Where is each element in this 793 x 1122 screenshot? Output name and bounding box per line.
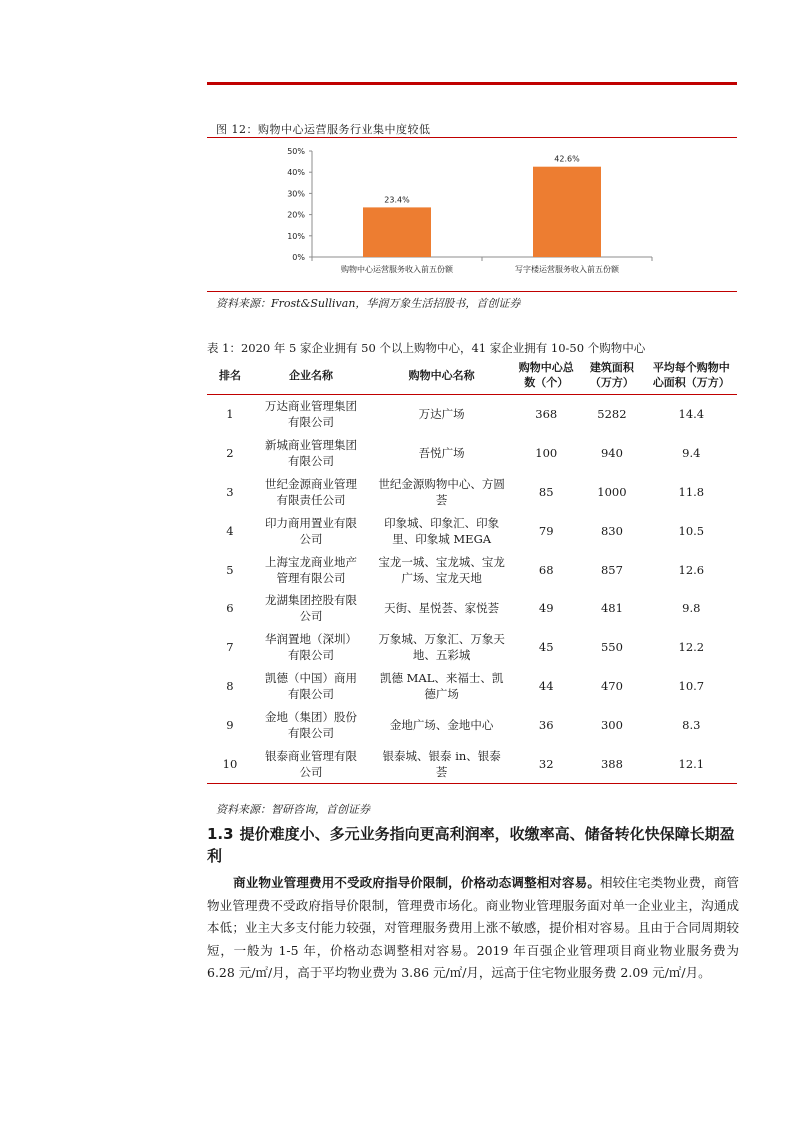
bar-value-label: 42.6% [554, 154, 580, 164]
table-row [207, 744, 737, 783]
cell-area: 1000 [597, 484, 627, 499]
cell-rank: 4 [226, 523, 234, 538]
figure-title: 图 12：购物中心运营服务行业集中度较低 [216, 123, 431, 136]
shopping-mall-table [207, 356, 737, 784]
paragraph-lead: 商业物业管理费用不受政府指导价限制，价格动态调整相对容易。 [233, 875, 600, 890]
cell-company: 华润置地（深圳）有限公司 [265, 632, 357, 663]
section-heading [207, 823, 742, 867]
table-row [207, 550, 737, 589]
cell-mall: 吾悦广场 [418, 446, 465, 461]
cell-rank: 6 [226, 601, 234, 616]
table-row [207, 395, 737, 434]
cell-count: 68 [538, 562, 554, 577]
cell-area: 830 [600, 523, 623, 538]
x-category-label: 写字楼运营服务收入前五份额 [515, 265, 619, 274]
cell-count: 85 [538, 484, 554, 499]
cell-company: 世纪金源商业管理有限责任公司 [265, 476, 357, 507]
cell-company: 金地（集团）股份有限公司 [265, 709, 357, 740]
figure-top-rule [207, 137, 737, 138]
cell-rank: 3 [226, 484, 234, 499]
header-company: 企业名称 [253, 356, 369, 395]
table-row [207, 434, 737, 473]
cell-count: 36 [538, 717, 554, 732]
figure-bottom-rule [207, 291, 737, 292]
cell-company: 凯德（中国）商用有限公司 [265, 670, 357, 701]
cell-company: 万达商业管理集团有限公司 [265, 399, 357, 430]
header-area: 建筑面积（万方） [578, 356, 645, 395]
y-tick-label: 50% [287, 147, 305, 156]
cell-area: 470 [600, 678, 623, 693]
cell-avg: 8.3 [682, 717, 701, 732]
cell-avg: 11.8 [678, 484, 705, 499]
cell-avg: 14.4 [678, 407, 705, 422]
cell-count: 100 [535, 446, 558, 461]
cell-count: 32 [514, 744, 578, 783]
y-tick-label: 40% [287, 168, 305, 178]
y-tick-label: 10% [287, 231, 305, 241]
cell-mall: 天街、星悦荟、家悦荟 [384, 601, 500, 616]
y-tick-label: 20% [287, 210, 305, 220]
cell-rank: 9 [226, 717, 234, 732]
cell-area: 300 [600, 717, 623, 732]
cell-count: 44 [538, 678, 554, 693]
cell-avg: 10.7 [678, 678, 705, 693]
cell-mall: 宝龙一城、宝龙城、宝龙广场、宝龙天地 [378, 554, 505, 585]
table-header-row [207, 356, 737, 395]
bar [533, 167, 601, 257]
cell-mall: 金地广场、金地中心 [389, 717, 494, 732]
header-rule [207, 82, 737, 85]
cell-rank: 5 [226, 562, 234, 577]
cell-rank: 10 [207, 744, 253, 783]
cell-mall: 印象城、印象汇、印象里、印象城 MEGA [384, 515, 500, 546]
cell-avg: 10.5 [678, 523, 705, 538]
table-row [207, 511, 737, 550]
table-title: 表 1：2020 年 5 家企业拥有 50 个以上购物中心，41 家企业拥有 10-50 个购物中心 [207, 341, 646, 355]
cell-avg: 12.2 [678, 640, 705, 655]
cell-company: 新城商业管理集团有限公司 [265, 438, 357, 469]
section-title: 提价难度小、多元业务指向更高利润率，收缴率高、储备转化快保障长期盈利 [207, 825, 735, 865]
cell-company: 印力商用置业有限公司 [265, 515, 357, 546]
cell-area: 481 [600, 601, 623, 616]
table-row [207, 589, 737, 628]
cell-mall: 万象城、万象汇、万象天地、五彩城 [378, 632, 505, 663]
cell-count: 79 [538, 523, 554, 538]
cell-area: 5282 [597, 407, 627, 422]
header-count: 购物中心总数（个） [514, 356, 578, 395]
cell-mall: 银泰城、银泰 in、银泰荟 [369, 744, 514, 783]
cell-rank: 8 [226, 678, 234, 693]
x-category-label: 购物中心运营服务收入前五份额 [341, 265, 453, 274]
cell-count: 45 [538, 640, 554, 655]
cell-avg: 12.1 [646, 744, 737, 783]
y-tick-label: 0% [292, 253, 305, 262]
cell-area: 550 [600, 640, 623, 655]
bar [363, 207, 431, 257]
cell-company: 银泰商业管理有限公司 [253, 744, 369, 783]
header-mall: 购物中心名称 [369, 356, 514, 395]
cell-avg: 12.6 [678, 562, 705, 577]
cell-area: 388 [578, 744, 645, 783]
cell-company: 龙湖集团控股有限公司 [265, 593, 357, 624]
bar-chart [270, 142, 670, 282]
cell-area: 940 [600, 446, 623, 461]
table-row [207, 667, 737, 706]
header-rank: 排名 [207, 356, 253, 395]
cell-mall: 凯德 MAL、来福士、凯德广场 [379, 670, 504, 701]
cell-mall: 万达广场 [418, 407, 465, 422]
cell-count: 368 [535, 407, 558, 422]
table-row [207, 705, 737, 744]
cell-area: 857 [600, 562, 623, 577]
section-number: 1.3 [207, 825, 234, 843]
cell-rank: 2 [226, 446, 234, 461]
figure-source: 资料来源：Frost&Sullivan，华润万象生活招股书，首创证券 [216, 297, 521, 310]
table-row [207, 473, 737, 512]
table-row [207, 628, 737, 667]
cell-avg: 9.8 [682, 601, 701, 616]
cell-count: 49 [538, 601, 554, 616]
paragraph-text: 相较住宅类物业费，商管物业管理费不受政府指导价限制，管理费市场化。商业物业管理服务面对单一企业业主，沟通成本低；业主大多支付能力较强，对管理服务费用上涨不敏感，提价相对容易。且由于合同周期较短，一般为 1-5 年，价格动态调整相对容易。2019 年百强企业管理项目商业物业服务费为 6.28 元/㎡/月，高于平均物业费为 3.86 元/㎡/月，远高于住宅物业服务费 2.09 元/㎡/月。 [207, 875, 739, 981]
table-source: 资料来源：智研咨询，首创证券 [216, 803, 370, 816]
cell-rank: 7 [226, 640, 234, 655]
header-avg: 平均每个购物中心面积（万方） [646, 356, 737, 395]
body-paragraph [207, 872, 739, 985]
bar-value-label: 23.4% [384, 195, 410, 205]
cell-company: 上海宝龙商业地产管理有限公司 [265, 554, 357, 585]
y-tick-label: 30% [287, 189, 305, 199]
cell-rank: 1 [226, 407, 234, 422]
cell-mall: 世纪金源购物中心、方圆荟 [378, 476, 505, 507]
cell-avg: 9.4 [682, 446, 701, 461]
